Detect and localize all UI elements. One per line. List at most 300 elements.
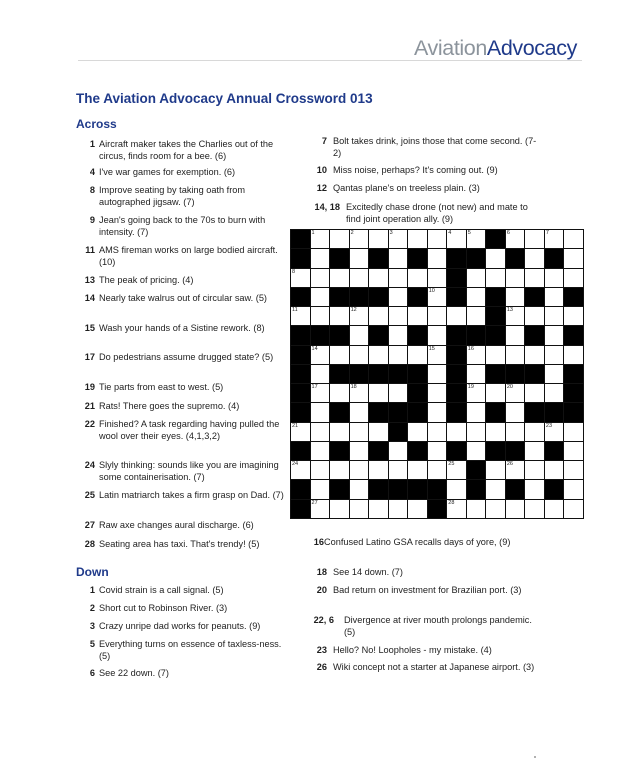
grid-answer-cell[interactable] <box>330 346 349 364</box>
clue-across-9 <box>80 214 290 238</box>
clue-number: 3 <box>89 621 95 631</box>
grid-block-cell <box>389 423 408 441</box>
grid-answer-cell[interactable] <box>467 442 486 460</box>
clue-text: Excitedly chase drone (not new) and mate to find joint operation ally. (9) <box>346 202 528 224</box>
grid-answer-cell[interactable] <box>428 346 447 364</box>
grid-block-cell <box>408 365 427 383</box>
grid-answer-cell[interactable] <box>564 269 583 287</box>
grid-answer-cell[interactable] <box>506 346 525 364</box>
clue-number: 22, 6 <box>313 615 334 625</box>
grid-block-cell <box>525 326 544 344</box>
grid-clue-number: 26 <box>506 461 513 468</box>
aviation-advocacy-logo <box>414 36 577 61</box>
clue-text: Wiki concept not a starter at Japanese airport. (3) <box>333 662 535 672</box>
clue-number: 25 <box>84 490 95 500</box>
grid-answer-cell[interactable] <box>330 269 349 287</box>
grid-answer-cell[interactable] <box>506 307 525 325</box>
grid-block-cell <box>545 480 564 498</box>
grid-block-cell <box>311 326 330 344</box>
grid-block-cell <box>564 326 583 344</box>
grid-answer-cell[interactable] <box>428 307 447 325</box>
grid-block-cell <box>389 365 408 383</box>
grid-answer-cell[interactable] <box>428 269 447 287</box>
grid-answer-cell[interactable] <box>467 384 486 402</box>
clue-number: 13 <box>84 275 95 285</box>
clue-text: Bad return on investment for Brazilian port. (3) <box>333 585 522 595</box>
grid-block-cell <box>408 249 427 267</box>
grid-answer-cell[interactable] <box>545 461 564 479</box>
grid-answer-cell[interactable] <box>350 500 369 518</box>
grid-answer-cell[interactable] <box>369 307 388 325</box>
grid-answer-cell[interactable] <box>545 423 564 441</box>
grid-answer-cell[interactable] <box>311 307 330 325</box>
clue-text: Qantas plane's on treeless plain. (3) <box>333 183 480 193</box>
grid-block-cell <box>369 403 388 421</box>
clue-across-28 <box>80 538 290 550</box>
grid-answer-cell[interactable] <box>428 326 447 344</box>
grid-answer-cell[interactable] <box>350 461 369 479</box>
grid-block-cell <box>525 403 544 421</box>
grid-block-cell <box>428 500 447 518</box>
grid-block-cell <box>408 403 427 421</box>
clue-down-26 <box>310 661 542 673</box>
grid-block-cell <box>447 442 466 460</box>
grid-answer-cell[interactable] <box>408 269 427 287</box>
clue-number: 15 <box>84 323 95 333</box>
grid-answer-cell[interactable] <box>311 403 330 421</box>
grid-answer-cell[interactable] <box>428 288 447 306</box>
clue-text: Bolt takes drink, joins those that come second. (7-2) <box>333 136 537 158</box>
grid-answer-cell[interactable] <box>311 384 330 402</box>
clue-text: Covid strain is a call signal. (5) <box>99 585 224 595</box>
clue-number: 5 <box>89 639 95 649</box>
grid-block-cell <box>330 326 349 344</box>
grid-answer-cell[interactable] <box>291 269 310 287</box>
grid-answer-cell[interactable] <box>545 307 564 325</box>
grid-block-cell <box>389 480 408 498</box>
grid-answer-cell[interactable] <box>291 307 310 325</box>
grid-block-cell <box>330 442 349 460</box>
clue-text: Improve seating by taking oath from autographed jigsaw. (7) <box>99 185 246 207</box>
grid-clue-number: 23 <box>545 422 553 429</box>
grid-answer-cell[interactable] <box>525 307 544 325</box>
grid-answer-cell[interactable] <box>467 230 486 248</box>
grid-answer-cell[interactable] <box>291 423 310 441</box>
grid-answer-cell[interactable] <box>506 230 525 248</box>
grid-answer-cell[interactable] <box>467 269 486 287</box>
grid-answer-cell[interactable] <box>486 346 505 364</box>
grid-answer-cell[interactable] <box>564 249 583 267</box>
grid-clue-number: 19 <box>467 384 474 391</box>
grid-block-cell <box>369 326 388 344</box>
grid-answer-cell[interactable] <box>369 461 388 479</box>
grid-answer-cell[interactable] <box>486 461 505 479</box>
grid-block-cell <box>545 249 564 267</box>
grid-answer-cell[interactable] <box>408 230 427 248</box>
clue-number: 1 <box>89 139 95 149</box>
grid-answer-cell[interactable] <box>564 461 583 479</box>
grid-answer-cell[interactable] <box>525 249 544 267</box>
grid-block-cell <box>428 480 447 498</box>
grid-answer-cell[interactable] <box>525 230 544 248</box>
grid-answer-cell[interactable] <box>545 500 564 518</box>
clue-number: 6 <box>89 668 95 678</box>
clue-across-24 <box>80 459 290 483</box>
grid-answer-cell[interactable] <box>389 442 408 460</box>
grid-answer-cell[interactable] <box>564 500 583 518</box>
grid-answer-cell[interactable] <box>486 249 505 267</box>
grid-block-cell <box>486 230 505 248</box>
clue-text: Divergence at river mouth prolongs pandemic. (5) <box>344 615 532 637</box>
grid-block-cell <box>291 346 310 364</box>
grid-answer-cell[interactable] <box>486 500 505 518</box>
grid-answer-cell[interactable] <box>311 461 330 479</box>
grid-block-cell <box>447 365 466 383</box>
clue-across-12 <box>310 182 542 194</box>
clue-across-11 <box>80 244 290 268</box>
grid-answer-cell[interactable] <box>389 384 408 402</box>
grid-block-cell <box>389 403 408 421</box>
grid-block-cell <box>369 249 388 267</box>
grid-answer-cell[interactable] <box>564 442 583 460</box>
grid-clue-number: 27 <box>311 499 318 506</box>
grid-answer-cell[interactable] <box>428 403 447 421</box>
grid-answer-cell[interactable] <box>428 461 447 479</box>
grid-answer-cell[interactable] <box>389 461 408 479</box>
grid-block-cell <box>408 384 427 402</box>
grid-answer-cell[interactable] <box>447 230 466 248</box>
grid-answer-cell[interactable] <box>330 500 349 518</box>
grid-answer-cell[interactable] <box>330 307 349 325</box>
clue-text: See 22 down. (7) <box>99 668 169 678</box>
grid-clue-number: 24 <box>292 461 299 468</box>
clue-number: 2 <box>89 603 95 613</box>
grid-answer-cell[interactable] <box>428 230 447 248</box>
grid-answer-cell[interactable] <box>350 384 369 402</box>
grid-block-cell <box>486 403 505 421</box>
grid-block-cell <box>369 365 388 383</box>
grid-answer-cell[interactable] <box>506 461 525 479</box>
clue-down-5 <box>80 638 290 662</box>
clue-across-13 <box>80 274 290 286</box>
grid-answer-cell[interactable] <box>486 480 505 498</box>
grid-block-cell <box>447 384 466 402</box>
grid-answer-cell[interactable] <box>545 269 564 287</box>
grid-answer-cell[interactable] <box>545 346 564 364</box>
clue-across-17 <box>80 351 290 363</box>
grid-block-cell <box>291 365 310 383</box>
clue-number: 19 <box>84 382 95 392</box>
clue-text: AMS fireman works on large bodied aircraft. (10) <box>99 245 278 267</box>
grid-answer-cell[interactable] <box>525 480 544 498</box>
grid-block-cell <box>291 480 310 498</box>
logo-part-advocacy: Advocacy <box>486 36 577 60</box>
grid-answer-cell[interactable] <box>311 288 330 306</box>
grid-answer-cell[interactable] <box>467 500 486 518</box>
clue-text: The peak of pricing. (4) <box>99 275 194 285</box>
grid-answer-cell[interactable] <box>447 423 466 441</box>
grid-block-cell <box>291 500 310 518</box>
grid-answer-cell[interactable] <box>369 384 388 402</box>
clue-number: 18 <box>316 567 327 577</box>
across-heading: Across <box>76 117 117 131</box>
grid-answer-cell[interactable] <box>506 403 525 421</box>
grid-answer-cell[interactable] <box>486 384 505 402</box>
grid-clue-number: 5 <box>467 230 471 236</box>
grid-block-cell <box>291 288 310 306</box>
grid-block-cell <box>447 249 466 267</box>
grid-answer-cell[interactable] <box>564 346 583 364</box>
grid-answer-cell[interactable] <box>564 423 583 441</box>
grid-answer-cell[interactable] <box>506 423 525 441</box>
grid-answer-cell[interactable] <box>389 307 408 325</box>
grid-clue-number: 25 <box>448 461 455 468</box>
grid-answer-cell[interactable] <box>389 249 408 267</box>
grid-block-cell <box>506 249 525 267</box>
grid-block-cell <box>467 461 486 479</box>
grid-clue-number: 10 <box>428 287 435 294</box>
grid-answer-cell[interactable] <box>467 346 486 364</box>
grid-answer-cell[interactable] <box>311 442 330 460</box>
grid-answer-cell[interactable] <box>428 384 447 402</box>
grid-block-cell <box>525 365 544 383</box>
grid-answer-cell[interactable] <box>311 249 330 267</box>
grid-block-cell <box>564 288 583 306</box>
grid-answer-cell[interactable] <box>330 230 349 248</box>
grid-answer-cell[interactable] <box>564 307 583 325</box>
grid-answer-cell[interactable] <box>467 403 486 421</box>
clue-number: 8 <box>89 185 95 195</box>
grid-answer-cell[interactable] <box>467 365 486 383</box>
grid-block-cell <box>486 326 505 344</box>
grid-block-cell <box>330 288 349 306</box>
grid-block-cell <box>291 384 310 402</box>
grid-answer-cell[interactable] <box>369 346 388 364</box>
grid-clue-number: 28 <box>448 499 455 506</box>
clue-across-1 <box>80 138 290 162</box>
grid-answer-cell[interactable] <box>525 461 544 479</box>
clue-across-21 <box>80 400 290 412</box>
grid-answer-cell[interactable] <box>564 480 583 498</box>
grid-block-cell <box>506 365 525 383</box>
clue-number: 14, 18 <box>314 202 340 212</box>
grid-answer-cell[interactable] <box>311 346 330 364</box>
clue-across-4 <box>80 166 290 178</box>
clue-number: 24 <box>84 460 95 470</box>
grid-answer-cell[interactable] <box>389 288 408 306</box>
grid-answer-cell[interactable] <box>369 423 388 441</box>
grid-answer-cell[interactable] <box>447 480 466 498</box>
clue-number: 10 <box>316 165 327 175</box>
grid-answer-cell[interactable] <box>428 442 447 460</box>
grid-answer-cell[interactable] <box>525 346 544 364</box>
grid-answer-cell[interactable] <box>428 249 447 267</box>
clue-across-10 <box>310 164 542 176</box>
grid-answer-cell[interactable] <box>369 500 388 518</box>
grid-answer-cell[interactable] <box>350 423 369 441</box>
grid-block-cell <box>447 403 466 421</box>
clue-text: Wash your hands of a Sistine rework. (8) <box>99 323 265 333</box>
grid-block-cell <box>486 365 505 383</box>
grid-answer-cell[interactable] <box>447 461 466 479</box>
grid-clue-number: 20 <box>506 384 513 391</box>
grid-answer-cell[interactable] <box>389 500 408 518</box>
grid-block-cell <box>291 326 310 344</box>
grid-answer-cell[interactable] <box>408 346 427 364</box>
clue-number: 27 <box>84 520 95 530</box>
grid-answer-cell[interactable] <box>408 423 427 441</box>
grid-answer-cell[interactable] <box>486 423 505 441</box>
grid-answer-cell[interactable] <box>369 230 388 248</box>
grid-clue-number: 16 <box>467 345 474 352</box>
grid-answer-cell[interactable] <box>506 269 525 287</box>
grid-block-cell <box>350 365 369 383</box>
clue-text: Raw axe changes aural discharge. (6) <box>99 520 254 530</box>
grid-clue-number: 12 <box>350 307 357 314</box>
clue-text: Miss noise, perhaps? It's coming out. (9) <box>333 165 498 175</box>
grid-answer-cell[interactable] <box>506 326 525 344</box>
grid-answer-cell[interactable] <box>428 365 447 383</box>
logo-part-aviation: Aviation <box>414 36 487 60</box>
clue-number: 1 <box>89 585 95 595</box>
grid-answer-cell[interactable] <box>545 288 564 306</box>
grid-block-cell <box>486 442 505 460</box>
clue-down-23 <box>310 644 542 656</box>
grid-answer-cell[interactable] <box>506 384 525 402</box>
grid-answer-cell[interactable] <box>350 307 369 325</box>
grid-answer-cell[interactable] <box>408 500 427 518</box>
grid-clue-number: 15 <box>428 345 435 352</box>
grid-answer-cell[interactable] <box>467 288 486 306</box>
grid-answer-cell[interactable] <box>467 423 486 441</box>
grid-answer-cell[interactable] <box>369 269 388 287</box>
grid-answer-cell[interactable] <box>506 288 525 306</box>
grid-answer-cell[interactable] <box>311 480 330 498</box>
grid-answer-cell[interactable] <box>311 230 330 248</box>
grid-block-cell <box>447 326 466 344</box>
clue-across-8 <box>80 184 290 208</box>
grid-block-cell <box>330 480 349 498</box>
grid-answer-cell[interactable] <box>389 326 408 344</box>
clue-number: 22 <box>84 419 95 429</box>
grid-answer-cell[interactable] <box>389 230 408 248</box>
clue-text: Confused Latino GSA recalls days of yore, (9) <box>324 537 511 547</box>
grid-block-cell <box>564 365 583 383</box>
clue-across-25 <box>80 489 290 501</box>
page-title: The Aviation Advocacy Annual Crossword 013 <box>76 91 373 106</box>
clue-text: Slyly thinking: sounds like you are imagining some containerisation. (7) <box>99 460 279 482</box>
grid-answer-cell[interactable] <box>545 326 564 344</box>
grid-clue-number: 1 <box>311 230 315 236</box>
grid-answer-cell[interactable] <box>389 269 408 287</box>
grid-answer-cell[interactable] <box>350 403 369 421</box>
clue-across-27 <box>80 519 290 531</box>
grid-block-cell <box>291 403 310 421</box>
clue-down-16 <box>310 536 542 548</box>
grid-block-cell <box>486 288 505 306</box>
grid-clue-number: 21 <box>292 422 299 429</box>
clue-text: Crazy unripe dad works for peanuts. (9) <box>99 621 261 631</box>
grid-clue-number: 13 <box>506 307 513 314</box>
grid-answer-cell[interactable] <box>525 269 544 287</box>
grid-answer-cell[interactable] <box>350 480 369 498</box>
grid-answer-cell[interactable] <box>350 249 369 267</box>
crossword-grid <box>290 229 584 519</box>
grid-answer-cell[interactable] <box>447 500 466 518</box>
grid-answer-cell[interactable] <box>408 461 427 479</box>
grid-answer-cell[interactable] <box>545 230 564 248</box>
grid-answer-cell[interactable] <box>506 500 525 518</box>
grid-answer-cell[interactable] <box>291 461 310 479</box>
grid-answer-cell[interactable] <box>389 346 408 364</box>
clue-text: Rats! There goes the supremo. (4) <box>99 401 240 411</box>
grid-answer-cell[interactable] <box>350 230 369 248</box>
clue-text: Tie parts from east to west. (5) <box>99 382 224 392</box>
grid-block-cell <box>369 480 388 498</box>
grid-clue-number: 2 <box>350 230 354 236</box>
grid-answer-cell[interactable] <box>330 423 349 441</box>
grid-answer-cell[interactable] <box>545 365 564 383</box>
grid-answer-cell[interactable] <box>447 307 466 325</box>
grid-answer-cell[interactable] <box>525 423 544 441</box>
grid-answer-cell[interactable] <box>311 269 330 287</box>
grid-answer-cell[interactable] <box>350 269 369 287</box>
grid-block-cell <box>350 288 369 306</box>
grid-answer-cell[interactable] <box>311 423 330 441</box>
grid-answer-cell[interactable] <box>525 384 544 402</box>
clue-text: Do pedestrians assume drugged state? (5) <box>99 352 274 362</box>
grid-answer-cell[interactable] <box>467 307 486 325</box>
clue-number: 23 <box>316 645 327 655</box>
grid-clue-number: 3 <box>389 230 393 236</box>
clue-text: Finished? A task regarding having pulled the wool over their eyes. (4,1,3,2) <box>99 419 280 441</box>
grid-block-cell <box>369 442 388 460</box>
grid-block-cell <box>408 442 427 460</box>
grid-block-cell <box>408 480 427 498</box>
clue-across-15 <box>80 322 290 334</box>
clue-text: Seating area has taxi. That's trendy! (5) <box>99 539 260 549</box>
grid-answer-cell[interactable] <box>350 346 369 364</box>
grid-block-cell <box>545 403 564 421</box>
grid-answer-cell[interactable] <box>428 423 447 441</box>
clue-text: Aircraft maker takes the Charlies out of the circus, finds room for a bee. (6) <box>99 139 274 161</box>
grid-block-cell <box>408 326 427 344</box>
grid-answer-cell[interactable] <box>564 230 583 248</box>
grid-answer-cell[interactable] <box>408 307 427 325</box>
grid-answer-cell[interactable] <box>350 442 369 460</box>
clue-number: 12 <box>316 183 327 193</box>
clue-down-6 <box>80 667 290 679</box>
clue-down-20 <box>310 584 542 596</box>
grid-answer-cell[interactable] <box>330 384 349 402</box>
grid-answer-cell[interactable] <box>350 326 369 344</box>
clue-down-1 <box>80 584 290 596</box>
grid-answer-cell[interactable] <box>525 500 544 518</box>
grid-answer-cell[interactable] <box>330 461 349 479</box>
clue-across-14 <box>80 292 290 304</box>
grid-clue-number: 7 <box>545 230 549 236</box>
grid-answer-cell[interactable] <box>486 269 505 287</box>
clue-down-18 <box>310 566 542 578</box>
clue-number: 4 <box>89 167 95 177</box>
grid-answer-cell[interactable] <box>525 442 544 460</box>
grid-answer-cell[interactable] <box>311 365 330 383</box>
grid-answer-cell[interactable] <box>311 500 330 518</box>
grid-block-cell <box>467 480 486 498</box>
clue-text: Jean's going back to the 70s to burn with intensity. (7) <box>99 215 266 237</box>
clue-number: 21 <box>84 401 95 411</box>
grid-answer-cell[interactable] <box>545 384 564 402</box>
